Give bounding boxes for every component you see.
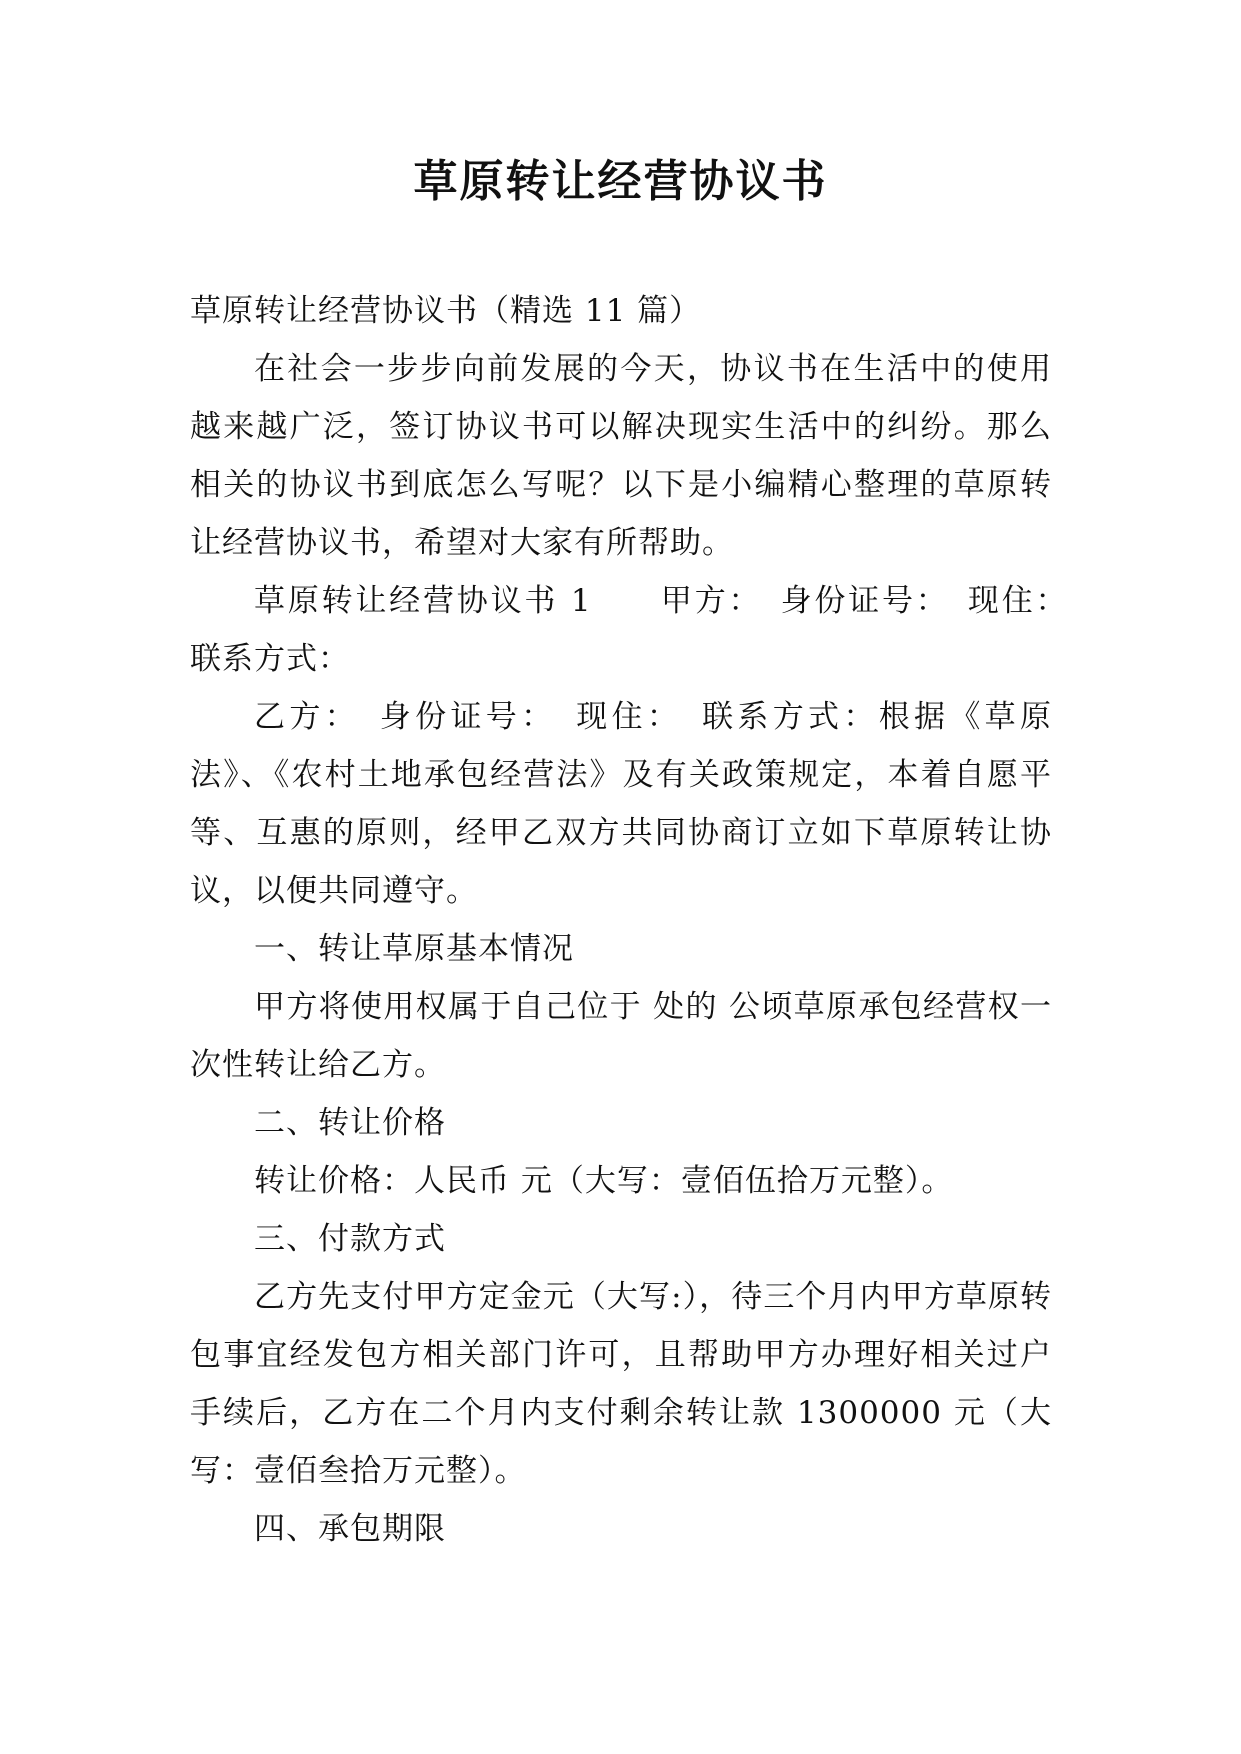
- paragraph-party-a: 草原转让经营协议书 1 甲方： 身份证号： 现住： 联系方式：: [190, 583, 1084, 677]
- paragraph-party-b: 乙方： 身份证号： 现住： 联系方式：根据《草原法》、《农村土地承包经营法》及有关政策规定，本着自愿平等、互惠的原则，经甲乙双方共同协商订立如下草原转让协议，以便共同遵守。: [190, 699, 1052, 909]
- paragraph-section-2: 转让价格：人民币 元（大写：壹佰伍拾万元整）。: [254, 1163, 954, 1199]
- document-body: [190, 282, 1084, 1558]
- paragraph-subtitle: 草原转让经营协议书（精选 11 篇）: [190, 293, 702, 329]
- document-title: 草原转让经营协议书: [413, 156, 828, 207]
- paragraph-intro: 在社会一步步向前发展的今天，协议书在生活中的使用越来越广泛，签订协议书可以解决现实生活中的纠纷。那么相关的协议书到底怎么写呢？以下是小编精心整理的草原转让经营协议书，希望对大家有所帮助。: [190, 351, 1052, 561]
- section-heading-1: 一、转让草原基本情况: [254, 931, 574, 967]
- section-heading-3: 三、付款方式: [254, 1221, 446, 1257]
- section-heading-4: 四、承包期限: [254, 1511, 446, 1547]
- paragraph-section-3: 乙方先支付甲方定金元（大写:），待三个月内甲方草原转包事宜经发包方相关部门许可，且帮助甲方办理好相关过户手续后，乙方在二个月内支付剩余转让款 1300000 元（大写：壹佰叁拾万元整）。: [190, 1279, 1052, 1489]
- paragraph-section-1: 甲方将使用权属于自己位于 处的 公顷草原承包经营权一次性转让给乙方。: [190, 989, 1052, 1083]
- section-heading-2: 二、转让价格: [254, 1105, 446, 1141]
